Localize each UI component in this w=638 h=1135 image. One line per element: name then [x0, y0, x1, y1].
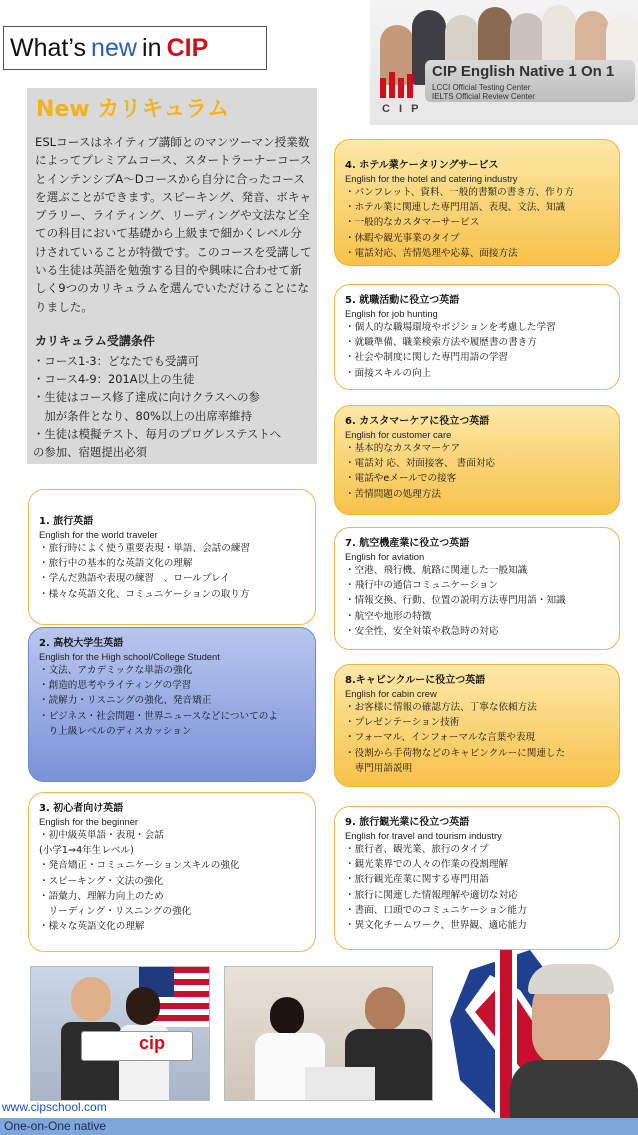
condition-item: ・生徒はコース修了達成に向けクラスへの参 [33, 390, 260, 405]
course-item: ・観光業界での人々の作業の役割理解 [345, 859, 509, 871]
course-title: 2. 高校大学生英語 [39, 638, 124, 649]
course-item: ・個人的な職場環境やポジションを考慮した学習 [345, 322, 556, 333]
course-item: ・情報交換、行動、位置の説明方法専門用語・知識 [345, 595, 566, 607]
logo-text: C I P [382, 103, 422, 115]
course-subtitle: English for cabin crew [345, 688, 437, 699]
course-item: ・就職準備、職業検索方法や履歴書の書き方 [345, 337, 537, 349]
header-banner [370, 0, 638, 125]
course-title: 3. 初心者向け英語 [39, 803, 124, 814]
condition-item: ・生徒は模擬テスト、毎月のプログレステストへ [33, 426, 282, 441]
course-item: り上級レベルのディスカッション [39, 725, 192, 737]
footer-url[interactable]: www.cipschool.com [2, 1100, 107, 1114]
course-card-9 [334, 806, 620, 950]
conditions-heading: カリキュラム受講条件 [35, 334, 155, 348]
course-subtitle: English for aviation [345, 551, 425, 562]
course-title: 9. 旅行観光業に役立つ英語 [345, 817, 470, 828]
course-item: ・航空や地形の特徴 [345, 610, 432, 622]
course-card-2 [28, 627, 316, 782]
course-item: ・お客様に情報の確認方法、丁寧な依頼方法 [345, 702, 537, 713]
title-brand: CIP [166, 34, 209, 62]
course-item: ・旅行中の基本的な英語文化の理解 [39, 558, 193, 570]
course-item: ・面接スキルの向上 [345, 367, 432, 379]
course-item: 専門用語説明 [345, 762, 413, 774]
course-title: 7. 航空機産業に役立つ英語 [345, 538, 470, 549]
course-item: ・書面、口頭でのコミュニケーション能力 [345, 904, 527, 916]
course-card-8 [334, 664, 620, 787]
intro-panel [27, 88, 317, 464]
course-card-3 [28, 792, 316, 952]
course-item: ・読解力・リスニングの強化、発音矯正 [39, 695, 212, 707]
banner-subtitle: LCCI Official Testing Center [432, 83, 531, 92]
course-item: ・異文化チームワーク、世界観、適応能力 [345, 920, 527, 932]
course-title: 8.キャビンクルーに役立つ英語 [345, 675, 486, 686]
page-title [3, 26, 267, 70]
course-item: ・苦情問題の処理方法 [345, 488, 441, 500]
condition-item: 加が条件となり、80%以上の出席率維持 [33, 408, 252, 423]
classroom-photo [224, 966, 433, 1101]
course-item: ・パンフレット、資料、一般的書類の書き方、作り方 [345, 187, 574, 198]
course-item: ・フォーマル、インフォーマルな言葉や表現 [345, 732, 536, 744]
course-item: ・スピーキング・文法の強化 [39, 875, 164, 887]
course-item: ・電話対 応、対面接客、 書面対応 [345, 458, 496, 470]
condition-item: の参加、宿題提出必須 [33, 445, 147, 460]
course-item: ・旅行時によく使う重要表現・単語、会話の練習 [39, 543, 251, 554]
course-item: ・語彙力、理解力向上のため [39, 890, 164, 902]
intro-heading: New カリキュラム [36, 97, 230, 122]
course-card-7 [334, 527, 620, 650]
course-subtitle: English for the High school/College Student [39, 651, 220, 662]
banner-subtitle: IELTS Official Review Center [432, 92, 535, 101]
course-subtitle: English for the hotel and catering industry [345, 173, 518, 184]
students-photo [30, 966, 210, 1101]
course-item: ・プレゼンテーション技術 [345, 717, 460, 729]
course-card-5 [334, 284, 620, 390]
teacher-uk-photo [440, 950, 638, 1118]
title-new: new [91, 34, 137, 62]
course-item: ・ホテル業に関連した専門用語、表現、文法、知識 [345, 202, 566, 214]
course-item: ・電話対応、苦情処理や応募、面接方法 [345, 247, 518, 259]
course-title: 6. カスタマーケアに役立つ英語 [345, 416, 490, 427]
course-item: ・一般的なカスタマーサービス [345, 217, 480, 229]
course-item: ・ビジネス・社会問題・世界ニュースなどについてのよ [39, 710, 278, 722]
course-item: ・様々な英語文化、コミュニケーションの取り方 [39, 588, 250, 600]
course-item: ・旅行に関連した情報理解や適切な対応 [345, 889, 518, 901]
course-title: 5. 就職活動に役立つ英語 [345, 295, 460, 306]
course-title: 1. 旅行英語 [39, 516, 94, 527]
course-subtitle: English for travel and tourism industry [345, 830, 502, 841]
course-item: ・発音矯正・コミュニケーションスキルの強化 [39, 860, 240, 872]
conditions-list [33, 352, 315, 461]
course-item: ・基本的なカスタマーケア [345, 443, 461, 454]
course-item: ・旅行観光産業に関する専門用語 [345, 874, 489, 886]
intro-body: ESLコースはネイティブ講師とのマンツーマン授業数によってプレミアムコース、スタートラーナーコースとインテンシブA～Dコースから自分に合ったコースを選ぶことができます。スピーキング、発音、ボキャブラリー、ライティング、リーディングや文法など全ての科目において基礎から上級まで細かくレベル分けされていることが特徴です。このコースを受講している生徒は英語を勉強する目的や興味に合わせて新しく9つのカリキュラムを選んでいただけることになりました。 [35, 135, 312, 314]
cip-logo-icon [378, 70, 418, 100]
banner-title: CIP English Native 1 On 1 [432, 63, 615, 80]
title-in: in [142, 34, 162, 62]
title-prefix: What’s [10, 34, 86, 62]
course-item: ・初中級英単語・表現・会話 [39, 830, 164, 841]
course-item: ・様々な英語文化の理解 [39, 921, 145, 933]
course-item: ・旅行者、観光業、旅行のタイプ [345, 844, 489, 855]
course-subtitle: English for the world traveler [39, 529, 158, 540]
course-item: リーディング・リスニングの強化 [39, 906, 192, 918]
condition-item: ・コース4-9：201A以上の生徒 [33, 372, 195, 387]
course-item: ・安全性、安全対策や救急時の対応 [345, 625, 499, 637]
course-item: ・文法、アカデミックな単語の強化 [39, 665, 193, 676]
course-card-4 [334, 139, 620, 266]
course-item: ・学んだ熟語や表現の練習 、ロールプレイ [39, 573, 230, 585]
course-title: 4. ホテル業ケータリングサービス [345, 160, 499, 171]
course-item: ・休暇や観光事業のタイプ [345, 232, 460, 244]
course-subtitle: English for customer care [345, 429, 452, 440]
course-item: ・電話やeメールでの接客 [345, 473, 457, 485]
course-subtitle: English for job hunting [345, 308, 438, 319]
course-card-1 [28, 489, 316, 625]
course-item: (小学1⇒4年生レベル) [39, 845, 134, 857]
course-card-6 [334, 405, 620, 515]
condition-item: ・コース1-3：どなたでも受講可 [33, 354, 200, 368]
course-item: ・飛行中の通信コミュニケーション [345, 580, 498, 592]
course-item: ・役割から手荷物などのキャビンクルーに関連した [345, 747, 566, 759]
course-subtitle: English for the beginner [39, 816, 139, 827]
course-item: ・空港、飛行機、航路に関連した一般知識 [345, 565, 528, 576]
course-item: ・社会や制度に関した専門用語の学習 [345, 352, 509, 364]
footer-tagline: One-on-One native [4, 1119, 107, 1133]
course-item: ・創造的思考やライティングの学習 [39, 680, 192, 692]
photo-sign-text: cip [139, 1033, 166, 1053]
